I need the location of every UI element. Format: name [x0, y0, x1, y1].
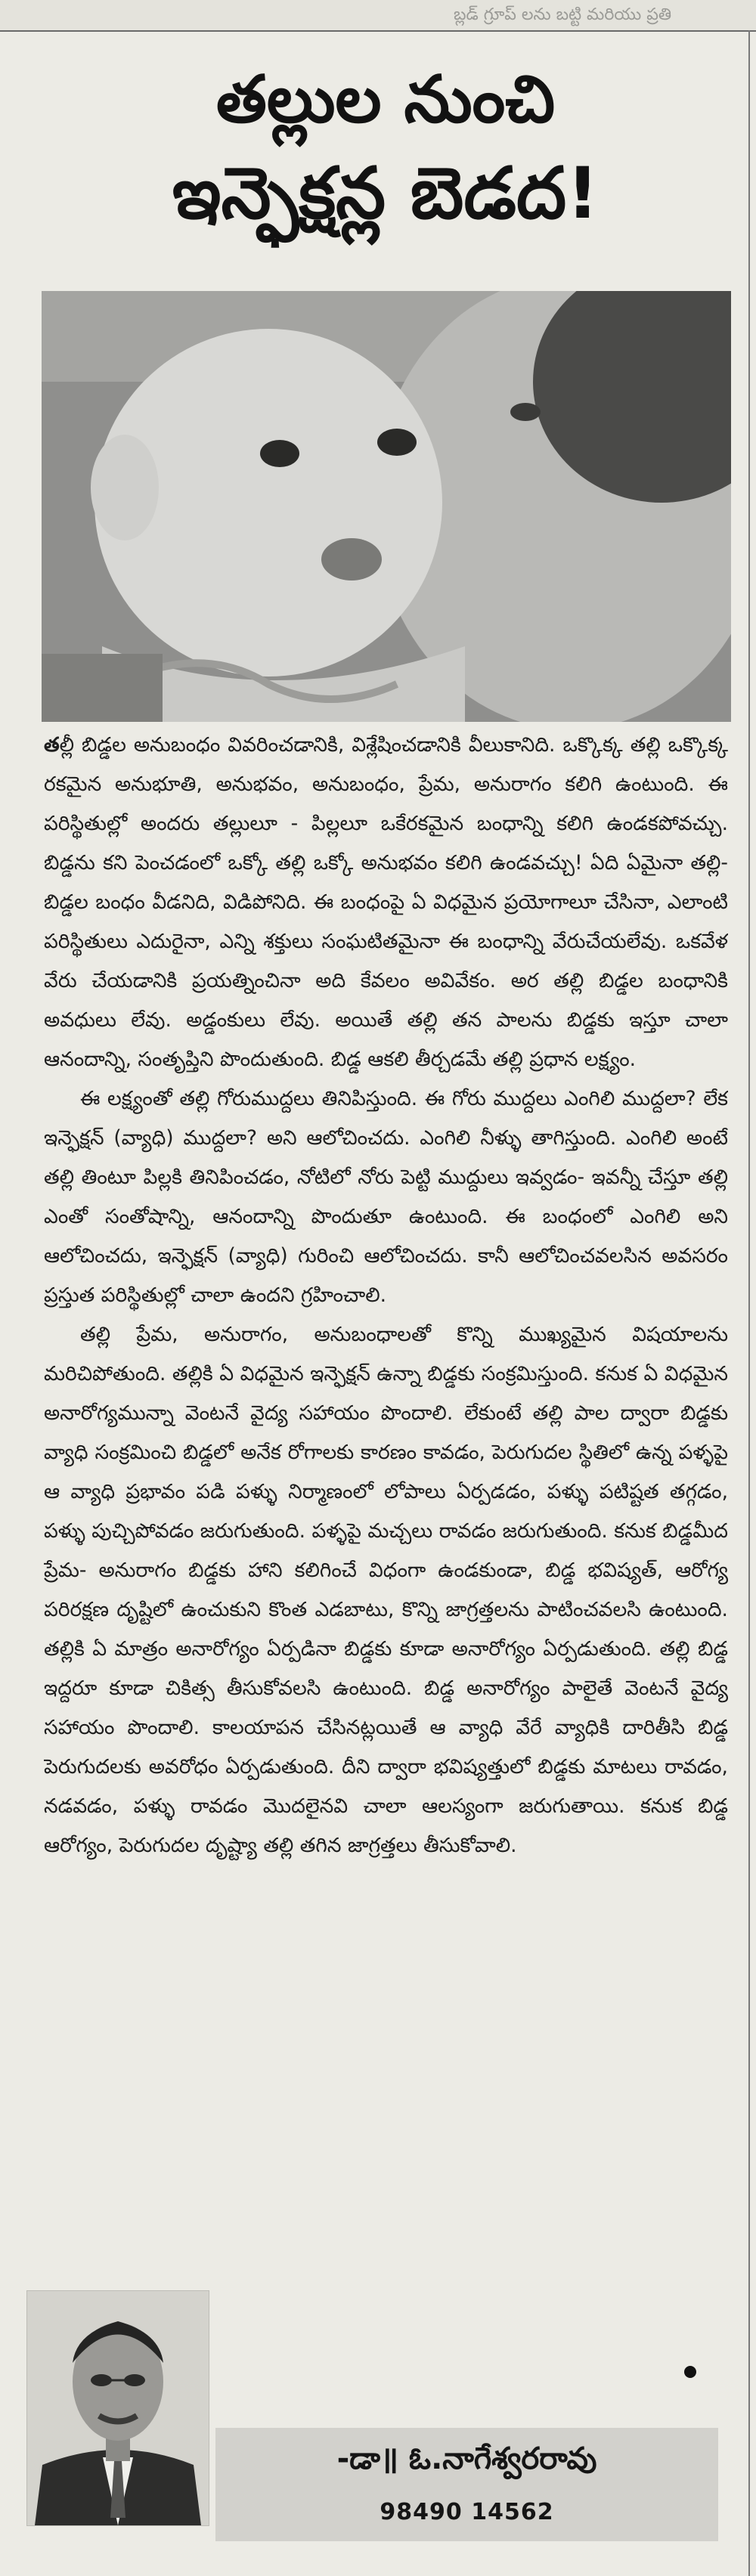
mother-baby-photo [42, 291, 731, 722]
author-name: -డా॥ ఓ.నాగేశ్వరరావు [336, 2441, 597, 2476]
end-mark [684, 2366, 696, 2378]
byline-box [215, 2428, 718, 2541]
headline-line-2: ఇన్ఫెక్షన్ల బెడద! [172, 153, 600, 235]
faint-bleed-text: బ్లడ్ గ్రూప్ లను బట్టి మరియు ప్రతి [454, 5, 672, 24]
column-rule [748, 30, 750, 2576]
paragraph-1: తల్లీ బిడ్డల అనుబంధం వివరించడానికి, విశ్లేషించడానికి వీలుకానిది. ఒక్కొక్క తల్లి ఒక్కొక్క రకమైన అనుభూతి, అనుభవం, అనుబంధం, ప్రేమ, అనురాగం కలిగి ఉంటుంది. ఈ పరిస్థితుల్లో అందరు తల్లులూ - పిల్లలూ ఒకేరకమైన బంధాన్ని కలిగి ఉండకపోవచ్చు. బిడ్డను కని పెంచడంలో ఒక్కో తల్లి ఒక్కో అనుభవం కలిగి ఉండవచ్చు! ఏది ఏమైనా తల్లి-బిడ్డల బంధం వీడనిది, విడిపోనిది. ఈ బంధంపై ఏ విధమైన ప్రయోగాలూ చేసినా, ఎలాంటి పరిస్థితులు ఎదురైనా, ఎన్ని శక్తులు సంఘటితమైనా ఈ బంధాన్ని వేరుచేయలేవు. ఒకవేళ వేరు చేయడానికి ప్రయత్నించినా అది కేవలం అవివేకం. అర తల్లి బిడ్డల బంధానికి అవధులు లేవు. అడ్డంకులు లేవు. అయితే తల్లి తన పాలను బిడ్డకు ఇస్తూ చాలా ఆనందాన్ని, సంతృప్తిని పొందుతుంది. బిడ్డ ఆకలి తీర్చడమే తల్లి ప్రధాన లక్ష్యం. [44, 733, 728, 1071]
article-body [44, 726, 728, 2275]
headline-line-1: తల్లుల నుంచి [215, 62, 556, 138]
paragraph-2: ఈ లక్ష్యంతో తల్లి గోరుముద్దలు తినిపిస్తుంది. ఈ గోరు ముద్దలు ఎంగిలి ముద్దలా? లేక ఇన్ఫెక్షన్ (వ్యాధి) ముద్దలా? అని ఆలోచించదు. ఎంగిలి నీళ్ళు తాగిస్తుంది. ఎంగిలి అంటే తల్లి తింటూ పిల్లకి తినిపించడం, నోటిలో నోరు పెట్టి ముద్దులు ఇవ్వడం- ఇవన్నీ చేస్తూ తల్లి ఎంతో సంతోషాన్ని, ఆనందాన్ని పొందుతూ ఉంటుంది. ఈ బంధంలో ఎంగిలి అని ఆలోచించదు, ఇన్ఫెక్షన్ (వ్యాధి) గురించి ఆలోచించదు. కానీ ఆలోచించవలసిన అవసరం ప్రస్తుత పరిస్థితుల్లో చాలా ఉందని గ్రహించాలి. [44, 1087, 728, 1307]
top-strip [0, 0, 756, 32]
author-photo [26, 2290, 209, 2526]
paragraph-3: తల్లి ప్రేమ, అనురాగం, అనుబంధాలతో కొన్ని ముఖ్యమైన విషయాలను మరిచిపోతుంది. తల్లికి ఏ విధమైన ఇన్ఫెక్షన్ ఉన్నా బిడ్డకు సంక్రమిస్తుంది. కనుక ఏ విధమైన అనారోగ్యమున్నా వెంటనే వైద్య సహాయం పొందాలి. లేకుంటే తల్లి పాల ద్వారా బిడ్డకు వ్యాధి సంక్రమించి బిడ్డలో అనేక రోగాలకు కారణం కావడం, పెరుగుదల స్థితిలో ఉన్న పళ్ళపై ఆ వ్యాధి ప్రభావం పడి పళ్ళు నిర్మాణంలో లోపాలు ఏర్పడడం, పళ్ళు పటిష్టత తగ్గడం, పళ్ళు పుచ్చిపోవడం జరుగుతుంది. పళ్ళపై మచ్చలు రావడం జరుగుతుంది. కనుక బిడ్డమీద ప్రేమ- అనురాగం బిడ్డకు హాని కలిగించే విధంగా ఉండకుండా, బిడ్డ భవిష్యత్, ఆరోగ్య పరిరక్షణ దృష్టిలో ఉంచుకుని కొంత ఎడబాటు, కొన్ని జాగ్రత్తలను పాటించవలసి ఉంటుంది. తల్లికి ఏ మాత్రం అనారోగ్యం ఏర్పడినా బిడ్డకు కూడా అనారోగ్యం ఏర్పడుతుంది. తల్లి బిడ్డ ఇద్దరూ కూడా చికిత్స తీసుకోవలసి ఉంటుంది. బిడ్డ అనారోగ్యం పాలైతే వెంటనే వైద్య సహాయం పొందాలి. కాలయాపన చేసినట్లయితే ఆ వ్యాధి వేరే వ్యాధికి దారితీసి బిడ్డ పెరుగుదలకు అవరోధం ఏర్పడుతుంది. దీని ద్వారా భవిష్యత్తులో బిడ్డకు మాటలు రావడం, నడవడం, పళ్ళు రావడం మొదలైనవి చాలా ఆలస్యంగా జరుగుతాయి. కనుక బిడ్డ ఆరోగ్యం, పెరుగుదల దృష్ట్యా తల్లి తగిన జాగ్రత్తలు తీసుకోవాలి. [44, 1323, 728, 1857]
headline [45, 54, 726, 243]
author-phone: 98490 14562 [380, 2499, 554, 2525]
